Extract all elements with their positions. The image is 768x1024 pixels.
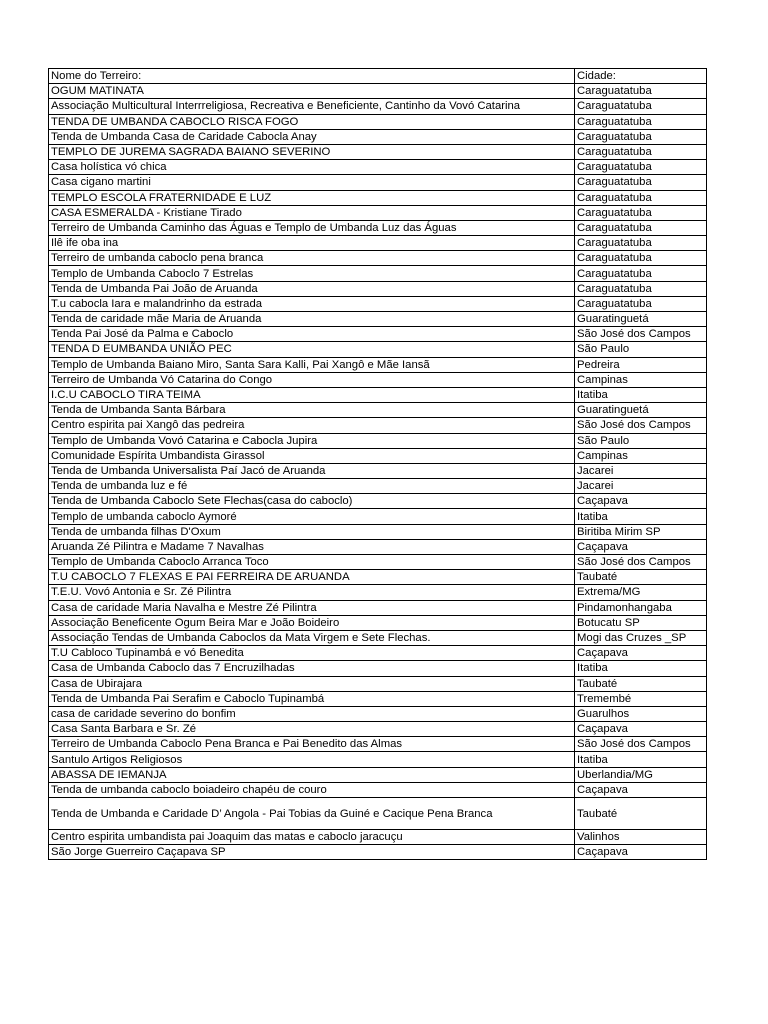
table-row — [49, 661, 707, 676]
city-cell: Taubaté — [575, 570, 707, 585]
table-row — [49, 706, 707, 721]
table-row — [49, 555, 707, 570]
table-row — [49, 190, 707, 205]
terreiro-name-cell: Templo de Umbanda Caboclo 7 Estrelas — [49, 266, 575, 281]
terreiro-table — [48, 68, 707, 860]
table-row — [49, 524, 707, 539]
city-cell: Campinas — [575, 372, 707, 387]
table-row — [49, 570, 707, 585]
table-row — [49, 84, 707, 99]
city-cell: Uberlandia/MG — [575, 767, 707, 782]
terreiro-name-cell: Associação Multicultural Interrreligiosa, Recreativa e Beneficiente, Cantinho da Vovó Catarina — [49, 99, 575, 114]
city-cell: Caraguatatuba — [575, 236, 707, 251]
table-row — [49, 676, 707, 691]
terreiro-name-cell: Casa de Umbanda Caboclo das 7 Encruzilhadas — [49, 661, 575, 676]
table-row — [49, 691, 707, 706]
table-row — [49, 782, 707, 797]
city-cell: Caraguatatuba — [575, 220, 707, 235]
terreiro-name-cell: Templo de Umbanda Baiano Miro, Santa Sara Kalli, Pai Xangô e Mãe Iansã — [49, 357, 575, 372]
city-cell: Caçapava — [575, 782, 707, 797]
terreiro-name-cell: TENDA D EUMBANDA UNIÃO PEC — [49, 342, 575, 357]
city-cell: Caraguatatuba — [575, 205, 707, 220]
table-row — [49, 767, 707, 782]
terreiro-name-cell: Associação Tendas de Umbanda Caboclos da Mata Virgem e Sete Flechas. — [49, 630, 575, 645]
table-row — [49, 403, 707, 418]
terreiro-name-cell: Terreiro de umbanda caboclo pena branca — [49, 251, 575, 266]
terreiro-name-cell: Tenda de Umbanda Santa Bárbara — [49, 403, 575, 418]
table-row — [49, 205, 707, 220]
table-row — [49, 479, 707, 494]
city-cell: Botucatu SP — [575, 615, 707, 630]
terreiro-name-cell: T.E.U. Vovó Antonia e Sr. Zé Pilintra — [49, 585, 575, 600]
terreiro-name-cell: Terreiro de Umbanda Vó Catarina do Congo — [49, 372, 575, 387]
city-cell: São José dos Campos — [575, 418, 707, 433]
city-cell: Guaratinguetá — [575, 312, 707, 327]
table-body — [49, 69, 707, 860]
terreiro-name-cell: ABASSA DE IEMANJA — [49, 767, 575, 782]
terreiro-name-cell: Casa de Ubirajara — [49, 676, 575, 691]
city-cell: Campinas — [575, 448, 707, 463]
table-row — [49, 646, 707, 661]
terreiro-name-cell: Centro espirita pai Xangô das pedreira — [49, 418, 575, 433]
table-row — [49, 509, 707, 524]
table-row — [49, 752, 707, 767]
table-row — [49, 357, 707, 372]
table-row — [49, 312, 707, 327]
city-cell: Mogi das Cruzes _SP — [575, 630, 707, 645]
table-row — [49, 266, 707, 281]
terreiro-name-cell: T.U Cabloco Tupinambá e vó Benedita — [49, 646, 575, 661]
terreiro-name-cell: Santulo Artigos Religiosos — [49, 752, 575, 767]
table-row — [49, 845, 707, 860]
table-row — [49, 144, 707, 159]
table-row — [49, 236, 707, 251]
city-cell: Valinhos — [575, 830, 707, 845]
city-cell: Caraguatatuba — [575, 266, 707, 281]
terreiro-name-cell: Terreiro de Umbanda Caminho das Águas e Templo de Umbanda Luz das Águas — [49, 220, 575, 235]
table-row — [49, 615, 707, 630]
city-cell: Caraguatatuba — [575, 175, 707, 190]
terreiro-name-cell: Tenda de caridade mãe Maria de Aruanda — [49, 312, 575, 327]
terreiro-name-cell: T.U CABOCLO 7 FLEXAS E PAI FERREIRA DE ARUANDA — [49, 570, 575, 585]
city-cell: Itatiba — [575, 661, 707, 676]
terreiro-name-cell: Templo de umbanda caboclo Aymoré — [49, 509, 575, 524]
city-cell: Caraguatatuba — [575, 84, 707, 99]
table-row — [49, 830, 707, 845]
table-row — [49, 372, 707, 387]
city-cell: Jacarei — [575, 479, 707, 494]
terreiro-name-cell: Terreiro de Umbanda Caboclo Pena Branca e Pai Benedito das Almas — [49, 737, 575, 752]
city-cell: Caçapava — [575, 722, 707, 737]
table-row — [49, 463, 707, 478]
table-row — [49, 342, 707, 357]
table-row — [49, 418, 707, 433]
city-cell: Taubaté — [575, 676, 707, 691]
table-row — [49, 448, 707, 463]
terreiro-name-cell: Tenda de Umbanda Casa de Caridade Cabocla Anay — [49, 129, 575, 144]
terreiro-name-cell: CASA ESMERALDA - Kristiane Tirado — [49, 205, 575, 220]
terreiro-name-cell: Casa holística vó chica — [49, 160, 575, 175]
terreiro-name-cell: TENDA DE UMBANDA CABOCLO RISCA FOGO — [49, 114, 575, 129]
city-cell: São Paulo — [575, 342, 707, 357]
city-cell: Caçapava — [575, 646, 707, 661]
table-row — [49, 600, 707, 615]
table-row — [49, 99, 707, 114]
terreiro-name-cell: I.C.U CABOCLO TIRA TEIMA — [49, 387, 575, 402]
table-row — [49, 737, 707, 752]
table-row — [49, 722, 707, 737]
table-row — [49, 585, 707, 600]
terreiro-name-cell: Ilê ife oba ina — [49, 236, 575, 251]
city-cell: Guarulhos — [575, 706, 707, 721]
city-cell: Caçapava — [575, 539, 707, 554]
city-cell: São José dos Campos — [575, 737, 707, 752]
city-cell: São José dos Campos — [575, 555, 707, 570]
terreiro-name-cell: Centro espirita umbandista pai Joaquim das matas e caboclo jaracuçu — [49, 830, 575, 845]
city-cell: Caraguatatuba — [575, 190, 707, 205]
city-cell: Caçapava — [575, 494, 707, 509]
city-cell: Itatiba — [575, 387, 707, 402]
terreiro-name-cell: Tenda Pai José da Palma e Caboclo — [49, 327, 575, 342]
city-cell: São Paulo — [575, 433, 707, 448]
city-cell: São José dos Campos — [575, 327, 707, 342]
city-cell: Itatiba — [575, 509, 707, 524]
terreiro-name-cell: TEMPLO DE JUREMA SAGRADA BAIANO SEVERINO — [49, 144, 575, 159]
terreiro-name-cell: Tenda de Umbanda Universalista Paí Jacó de Aruanda — [49, 463, 575, 478]
header-name-cell: Nome do Terreiro: — [49, 69, 575, 84]
city-cell: Pindamonhangaba — [575, 600, 707, 615]
city-cell: Jacarei — [575, 463, 707, 478]
table-row — [49, 539, 707, 554]
table-row — [49, 129, 707, 144]
city-cell: Caraguatatuba — [575, 114, 707, 129]
table-row — [49, 296, 707, 311]
terreiro-name-cell: Tenda de Umbanda Pai Serafim e Caboclo Tupinambá — [49, 691, 575, 706]
table-row — [49, 175, 707, 190]
terreiro-name-cell: Aruanda Zé Pilintra e Madame 7 Navalhas — [49, 539, 575, 554]
table-row — [49, 220, 707, 235]
city-cell: Caraguatatuba — [575, 99, 707, 114]
terreiro-name-cell: Tenda de umbanda filhas D'Oxum — [49, 524, 575, 539]
terreiro-name-cell: Tenda de Umbanda Caboclo Sete Flechas(casa do caboclo) — [49, 494, 575, 509]
table-row — [49, 251, 707, 266]
city-cell: Pedreira — [575, 357, 707, 372]
terreiro-name-cell: São Jorge Guerreiro Caçapava SP — [49, 845, 575, 860]
terreiro-name-cell: Tenda de Umbanda Pai João de Aruanda — [49, 281, 575, 296]
city-cell: Caraguatatuba — [575, 144, 707, 159]
table-row — [49, 387, 707, 402]
city-cell: Caraguatatuba — [575, 281, 707, 296]
city-cell: Caraguatatuba — [575, 160, 707, 175]
terreiro-name-cell: Tenda de umbanda caboclo boiadeiro chapéu de couro — [49, 782, 575, 797]
terreiro-name-cell: Casa de caridade Maria Navalha e Mestre Zé Pilintra — [49, 600, 575, 615]
table-row — [49, 160, 707, 175]
terreiro-name-cell: Comunidade Espírita Umbandista Girassol — [49, 448, 575, 463]
terreiro-name-cell: T.u cabocla Iara e malandrinho da estrada — [49, 296, 575, 311]
city-cell: Caraguatatuba — [575, 251, 707, 266]
header-city-cell: Cidade: — [575, 69, 707, 84]
table-row — [49, 798, 707, 830]
city-cell: Extrema/MG — [575, 585, 707, 600]
table-row — [49, 114, 707, 129]
table-row — [49, 494, 707, 509]
terreiro-name-cell: Templo de Umbanda Caboclo Arranca Toco — [49, 555, 575, 570]
city-cell: Guaratinguetá — [575, 403, 707, 418]
city-cell: Itatiba — [575, 752, 707, 767]
city-cell: Caraguatatuba — [575, 296, 707, 311]
terreiro-name-cell: Tenda de Umbanda e Caridade D’ Angola - Pai Tobias da Guiné e Cacique Pena Branca — [49, 798, 575, 830]
table-row — [49, 281, 707, 296]
city-cell: Caraguatatuba — [575, 129, 707, 144]
table-row — [49, 630, 707, 645]
city-cell: Caçapava — [575, 845, 707, 860]
terreiro-name-cell: Casa Santa Barbara e Sr. Zé — [49, 722, 575, 737]
table-row — [49, 327, 707, 342]
table-row — [49, 433, 707, 448]
city-cell: Taubaté — [575, 798, 707, 830]
terreiro-name-cell: Templo de Umbanda Vovó Catarina e Cabocla Jupira — [49, 433, 575, 448]
terreiro-name-cell: Associação Beneficente Ogum Beira Mar e João Boideiro — [49, 615, 575, 630]
terreiro-name-cell: OGUM MATINATA — [49, 84, 575, 99]
city-cell: Biritiba Mirim SP — [575, 524, 707, 539]
city-cell: Tremembé — [575, 691, 707, 706]
terreiro-name-cell: Tenda de umbanda luz e fé — [49, 479, 575, 494]
terreiro-name-cell: TEMPLO ESCOLA FRATERNIDADE E LUZ — [49, 190, 575, 205]
terreiro-name-cell: casa de caridade severino do bonfim — [49, 706, 575, 721]
terreiro-name-cell: Casa cigano martini — [49, 175, 575, 190]
header-row — [49, 69, 707, 84]
